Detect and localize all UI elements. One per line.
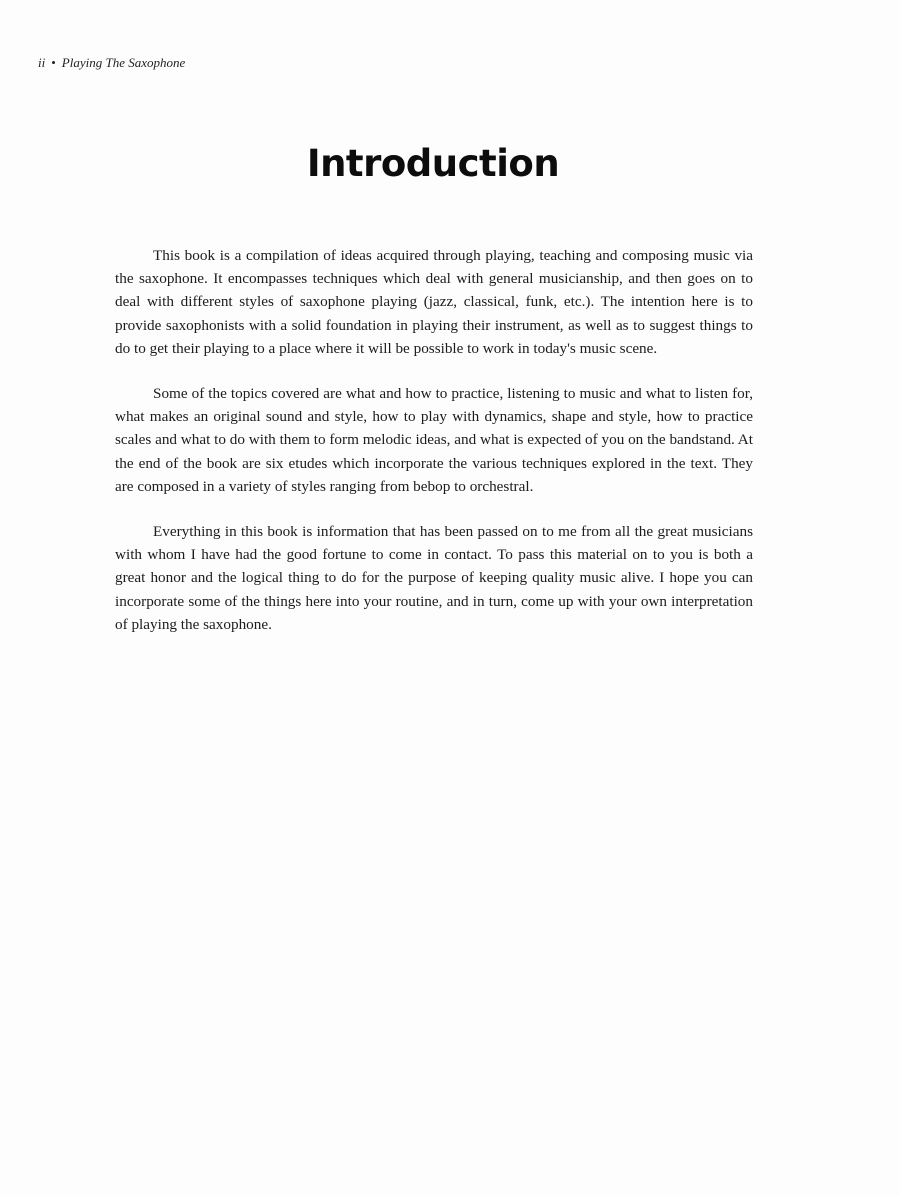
book-title: Playing The Saxophone bbox=[61, 55, 186, 70]
paragraph-1: This book is a compilation of ideas acquired through playing, teaching and composing music via the saxophone. It encompasses techniques which deal with general musicianship, and then goes on to deal with different styles of saxophone playing (jazz, classical, funk, etc.). The intention here is to provide saxophonists with a solid foundation in playing their instrument, as well as to suggest things to do to get their playing to a place where it will be possible to work in today's music scene. bbox=[115, 247, 753, 357]
body-text bbox=[115, 244, 753, 658]
paragraph-2: Some of the topics covered are what and how to practice, listening to music and what to listen for, what makes an original sound and style, how to play with dynamics, shape and style, how to practice scales and what to do with them to form melodic ideas, and what is expected of you on the bandstand. At the end of the book are six etudes which incorporate the various techniques explored in the text. They are composed in a variety of styles ranging from bebop to orchestral. bbox=[115, 385, 753, 495]
chapter-title: Introduction bbox=[306, 142, 560, 185]
running-header bbox=[38, 55, 185, 71]
header-separator: • bbox=[51, 55, 56, 70]
page-number: ii bbox=[38, 55, 46, 70]
paragraph-3: Everything in this book is information that has been passed on to me from all the great musicians with whom I have had the good fortune to come in contact. To pass this material on to you is both a great honor and the logical thing to do for the purpose of keeping quality music alive. I hope you can incorporate some of the things here into your routine, and in turn, come up with your own interpretation of playing the saxophone. bbox=[115, 523, 753, 633]
